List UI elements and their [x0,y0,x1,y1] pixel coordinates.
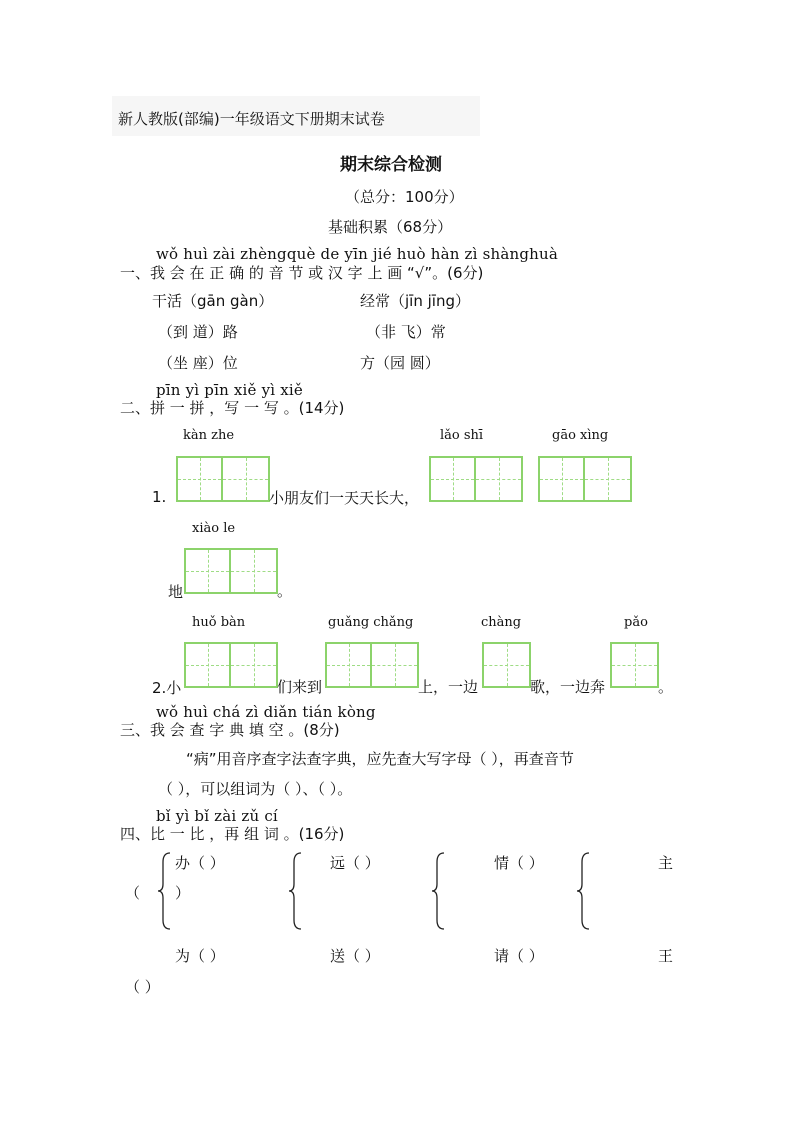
writing-grid-huo-ban[interactable] [184,642,278,688]
word-pair-bottom-4: 王 [658,947,674,965]
grid-cell[interactable] [186,644,231,686]
writing-grid-gao-xing[interactable] [538,456,632,502]
pinyin-kan-zhe: kàn zhe [183,428,235,443]
writing-grid-kan-zhe[interactable] [176,456,270,502]
brace-icon [575,852,591,930]
q2-s1-text: 小朋友们一天天长大， [269,489,420,507]
grid-cell[interactable] [585,458,630,500]
word-pair-top-2: 远（ ） [330,854,380,872]
grid-cell[interactable] [484,644,529,686]
word-pair-top-1: 办（ ） [175,854,225,872]
grid-cell[interactable] [476,458,521,500]
brace-icon [287,852,303,930]
total-score: （总分：100分） [345,188,464,206]
grid-cell[interactable] [372,644,417,686]
grid-cell[interactable] [431,458,476,500]
paren-close: ） [175,884,191,902]
pinyin-gao-xing: gāo xìng [552,428,609,443]
q1-item-6: 方（园 圆） [360,354,440,372]
q1-pinyin: wǒ huì zài zhèngquè de yīn jié huò hàn zì shànghuà [156,245,559,263]
q2-s1-number: 1. [152,488,167,506]
writing-grid-xiao-le[interactable] [184,548,278,594]
brace-icon [156,852,172,930]
q3-line-1: “病”用音序查字法查字典，应先查大写字母（ ），再查音节 [186,750,574,768]
q2-s2-number: 2.小 [152,679,182,697]
q3-line-2: （ ），可以组词为（ ）、（ ）。 [158,780,353,798]
word-pair-bottom-3: 请（ ） [494,947,544,965]
writing-grid-lao-shi[interactable] [429,456,523,502]
q2-s2-text-c: 歌，一边奔 [530,678,606,696]
q1-label: 一、我 会 在 正 确 的 音 节 或 汉 字 上 画 “√”。(6分) [120,264,484,282]
pinyin-pao: pǎo [624,615,648,630]
q2-pinyin: pīn yì pīn xiě yì xiě [156,381,303,399]
q1-item-5: （坐 座）位 [158,354,238,372]
q3-label: 三、我 会 查 字 典 填 空 。(8分) [120,721,340,739]
pinyin-huo-ban: huǒ bàn [192,615,246,630]
q4-label: 四、比 一 比 ，再 组 词 。(16分) [120,825,345,843]
q2-s1-end: 。 [277,582,293,600]
brace-icon [430,852,446,930]
writing-grid-guang-chang[interactable] [325,642,419,688]
q2-label: 二、拼 一 拼 ，写 一 写 。(14分) [120,399,345,417]
q1-item-3: （到 道）路 [158,323,238,341]
pinyin-lao-shi: lǎo shī [440,428,484,443]
writing-grid-pao[interactable] [610,642,659,688]
grid-cell[interactable] [327,644,372,686]
q1-item-2: 经常（jīn jīng） [360,292,470,310]
grid-cell[interactable] [540,458,585,500]
grid-cell[interactable] [186,550,231,592]
word-pair-bottom-2: 送（ ） [330,947,380,965]
word-pair-top-4: 主 [658,854,674,872]
pinyin-xiao-le: xiào le [192,521,236,536]
grid-cell[interactable] [178,458,223,500]
pinyin-chang: chàng [481,615,522,630]
q2-s2-text-a: 们来到 [277,678,323,696]
q3-pinyin: wǒ huì chá zì diǎn tián kòng [156,703,376,721]
grid-cell[interactable] [231,550,276,592]
paren-open: （ [125,884,141,902]
exam-title: 期末综合检测 [340,155,442,175]
pinyin-guang-chang: guǎng chǎng [328,615,414,630]
q1-item-4: （非 飞）常 [366,323,446,341]
q4-pinyin: bǐ yì bǐ zài zǔ cí [156,807,278,825]
q2-s1-tail: 地 [168,583,184,601]
writing-grid-chang[interactable] [482,642,531,688]
word-pair-bottom-1: 为（ ） [175,947,225,965]
word-pair-top-3: 情（ ） [494,854,544,872]
grid-cell[interactable] [231,644,276,686]
q2-s2-text-b: 上，一边 [418,678,479,696]
grid-cell[interactable] [612,644,657,686]
paren-blank: （ ） [125,978,160,996]
grid-cell[interactable] [223,458,268,500]
document-name: 新人教版(部编)一年级语文下册期末试卷 [118,110,385,128]
section-part: 基础积累（68分） [328,218,453,236]
q1-item-1: 干活（gān gàn） [152,292,274,310]
q2-s2-end: 。 [658,678,674,696]
